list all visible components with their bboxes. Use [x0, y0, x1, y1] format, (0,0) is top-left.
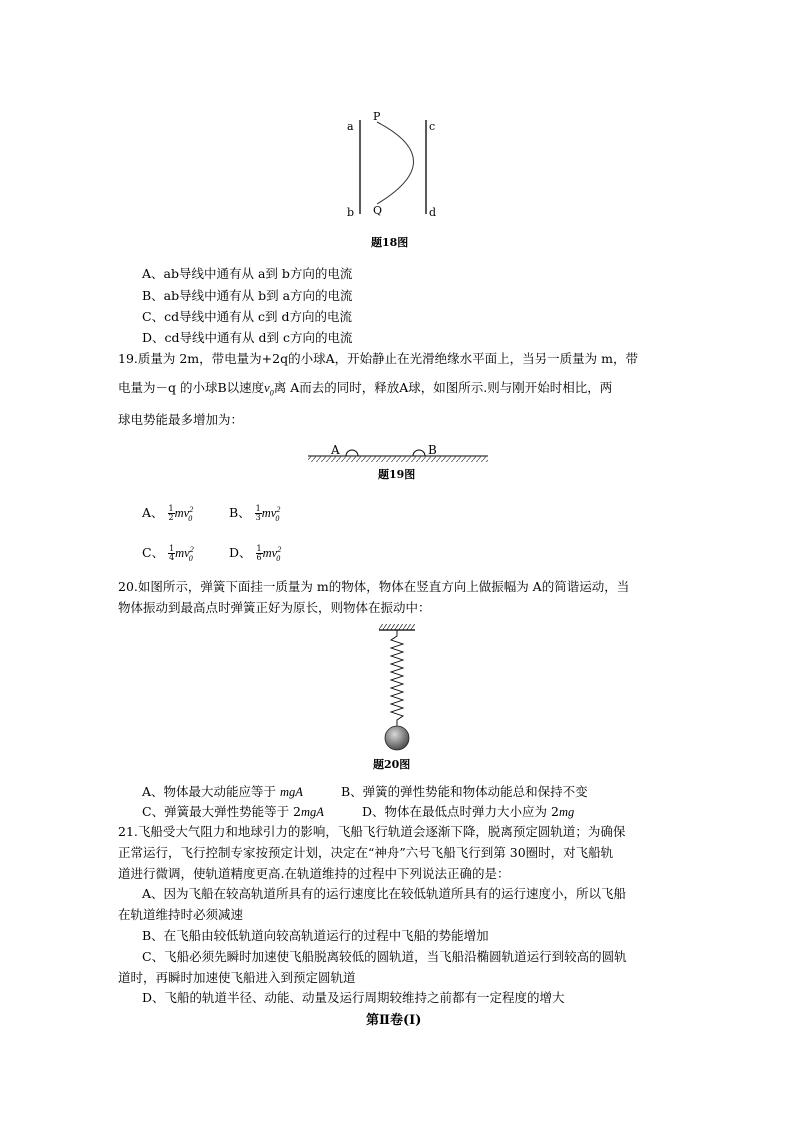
q21-option-a-line2: 在轨道维持时必须减速	[118, 907, 244, 922]
q19-line2	[118, 378, 612, 398]
q18-option-b: B、ab导线中通有从 b到 a方向的电流	[142, 288, 353, 303]
q21-option-d: D、飞船的轨道半径、动能、动量及运行周期较维持之前都有一定程度的增大	[142, 990, 565, 1005]
q20-option-d: D、物体在最低点时弹力大小应为 2mg	[362, 804, 575, 819]
label-A: A	[331, 443, 340, 457]
label-d: d	[429, 206, 437, 218]
q18-option-d: D、cd导线中通有从 d到 c方向的电流	[142, 330, 353, 345]
trajectory-curve	[377, 122, 414, 204]
q19-line2-b: 离 A而去的同时，释放A球，如图所示.则与刚开始时相比，两	[273, 380, 613, 395]
q19-figure	[308, 442, 490, 464]
q21-option-a-line1: A、因为飞船在较高轨道所具有的运行速度比在较低轨道所具有的运行速度小，所以飞船	[142, 886, 627, 901]
q19-option-b: B、 $\frac{1}{3}$ $mv^2_0$	[229, 504, 281, 523]
ball-A	[346, 450, 358, 456]
label-c: c	[429, 120, 436, 133]
q21-line1: 21.飞船受大气阻力和地球引力的影响，飞船飞行轨道会逐渐下降，脱离预定圆轨道；为确保	[118, 824, 626, 839]
q19-line2-a: 电量为－q 的小球B以速度	[118, 380, 265, 395]
q18-option-c: C、cd导线中通有从 c到 d方向的电流	[142, 309, 353, 324]
ball-B	[413, 450, 425, 456]
q21-option-b: B、在飞船由较低轨道向较高轨道运行的过程中飞船的势能增加	[142, 928, 489, 943]
q20-option-a: A、物体最大动能应等于 mgA	[142, 784, 303, 799]
q19-option-d: D、 $\frac{1}{6}$ $mv^2_0$	[229, 544, 282, 563]
q20-figure	[372, 622, 422, 752]
q19-caption: 题19图	[378, 468, 416, 481]
q19-v0: $v_0$	[264, 381, 274, 398]
q19-line3: 球电势能最多增加为：	[118, 412, 244, 427]
label-b: b	[347, 206, 355, 218]
q20-line1: 20.如图所示，弹簧下面挂一质量为 m的物体，物体在竖直方向上做振幅为 A的简谐运动，当	[118, 579, 630, 594]
q20-option-b: B、弹簧的弹性势能和物体动能总和保持不变	[341, 784, 588, 799]
label-P: P	[373, 110, 381, 123]
ceiling-hatch	[379, 624, 415, 630]
q18-figure	[340, 108, 450, 218]
q19-option-c: C、 $\frac{1}{4}$ $mv^2_0$	[142, 544, 194, 563]
q19-option-a: A、 $\frac{1}{2}$ $mv^2_0$	[142, 504, 194, 523]
label-B: B	[428, 443, 437, 457]
q18-option-a: A、ab导线中通有从 a到 b方向的电流	[142, 266, 353, 281]
label-Q: Q	[373, 204, 383, 217]
q21-option-c-line2: 道时，再瞬时加速使飞船进入到预定圆轨道	[118, 970, 356, 985]
label-a: a	[347, 120, 354, 133]
q21-line2: 正常运行，飞行控制专家按预定计划，决定在“神舟”六号飞船飞行到第 30圈时，对飞船轨	[118, 845, 614, 860]
q21-option-c-line1: C、飞船必须先瞬时加速使飞船脱离较低的圆轨道，当飞船沿椭圆轨道运行到较高的圆轨	[142, 949, 627, 964]
q20-caption: 题20图	[373, 758, 411, 771]
q20-line2: 物体振动到最高点时弹簧正好为原长，则物体在振动中：	[118, 600, 431, 615]
q20-option-c: C、弹簧最大弹性势能等于 2mgA	[142, 804, 324, 819]
mass-ball	[385, 726, 409, 750]
spring	[391, 630, 403, 726]
q21-line3: 道进行微调，使轨道精度更高.在轨道维持的过程中下列说法正确的是：	[118, 866, 510, 881]
section-title: 第Ⅱ卷(Ⅰ)	[366, 1013, 422, 1028]
q18-caption: 题18图	[371, 236, 409, 249]
q19-line1: 19.质量为 2m，带电量为+2q的小球A，开始静止在光滑绝缘水平面上，当另一质量为 m，带	[118, 351, 638, 366]
